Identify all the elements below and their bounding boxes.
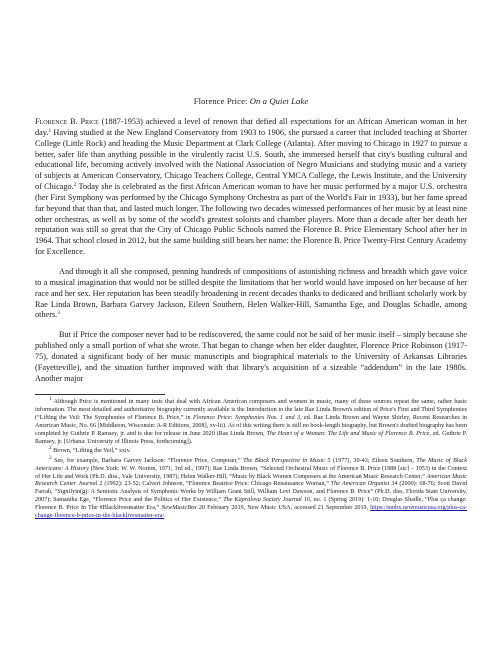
footnote-1-title-b: The Heart of a Woman: The Life and Music of Florence B. Price	[266, 431, 430, 438]
footnote-3-text-f: 16, no. 1 (Spring 2019): 1-10; Douglas Shadle, “Plus ça change: Florence B. Price In The #Blacklivesmatter Era,”	[35, 497, 467, 512]
footnote-3-text-b: 5 (1977), 30-43; Eileen Southern,	[324, 457, 417, 464]
paragraph-1	[35, 117, 467, 258]
footnote-1-text-c: , ed. Guthrie P. Ramsey, jr. [Urbana: University of Illinois Press, forthcoming]).	[35, 431, 468, 445]
footnote-3-title-a: The Black Perspective in Music	[243, 457, 325, 464]
footnote-ref-3[interactable]: 3	[57, 310, 60, 317]
paragraph-3	[35, 330, 467, 384]
footnote-3-url-link[interactable]: https://nmbx.newmusicusa.org/plus-ca-change-florence-b-price-in-the-blacklivesmatter-era/	[35, 505, 467, 520]
footnote-1-title-a: Florence Price: Symphonies Nos. 1 and 3	[192, 415, 301, 422]
page-title	[35, 96, 467, 107]
title-composer: Florence Price:	[193, 96, 248, 106]
footnote-ref-2[interactable]: 2	[73, 182, 77, 189]
footnote-3-text-e: 34 (2000): 68-76; Scott David Farrah, “Signifyin(g): A Semiotic Analysis of Symphonic Works by William Grant Still, William Levi Dawson, and Florence B. Price” (Ph.D. diss, Florida State University, 2007); Samantha Ege, “Florence Price and the Politics of Her Existence,”	[35, 481, 467, 504]
footnote-3-text: See, for example, Barbara Garvey Jackson: “Florence Price, Composer,”	[51, 457, 244, 464]
footnote-1-text-b: , ed. Rae Linda Brown and Wayne Shirley, Recent Researches in American Music, No. 66 [Middleton, Wisconsin: A-R Editions, 2008], xv-lii). As of this writing there is still no book-length biography, but Brown's drafted biography has been completed by Guthrie P. Ramsey, jr. and is due for release in June 2020 (Rae Linda Brown,	[35, 415, 467, 438]
paragraph-2	[35, 267, 467, 321]
footnote-2-mark: 2	[49, 445, 52, 452]
footnote-2	[35, 445, 467, 456]
footnote-1	[35, 396, 468, 446]
footnote-3-text-g: 20 February 2019, New Music USA, accessed 21 September 2019,	[196, 505, 371, 512]
footnote-1-text: Although Price is mentioned in many tests that deal with African American composers and women in music, many of these sources repeat the same, rather basic information. The most detailed and authoritative biography currently available is the Introduction to the late Rae Linda Brown's edition of Price's First and Third Symphonies (“Lifting the Veil: The Symphonies of Florence B. Price,” in	[35, 399, 467, 422]
footnote-3-title-c: American Music Research Center Journal	[35, 473, 467, 488]
footnote-3-title-e: The Kapralova Society Journal	[223, 497, 302, 504]
paragraph-1-text-a: (1887-1953) achieved a level of renown that defied all expectations for an African American woman in her day.	[35, 117, 468, 137]
paragraph-1-text-b: Having studied at the New England Conservatory from 1903 to 1906, she pursued a career that included teaching at Shorter College (Little Rock) and heading the Music Department at Clark College (Atlanta). After moving to Chicago in 1927 to pursue a better, safer life than anything possible in the virulently racist U.S. South, she immersed herself that city's bustling cultural and educational life, becoming actively involved with the National Association of Negro Musicians and studying music and a variety of subjects at American Conservatory, Chicago Teachers College, Central YMCA College, the Lewis Institute, and the University of Chicago.	[35, 127, 467, 192]
lead-name: Florence B. Price	[35, 117, 99, 126]
paragraph-2-text: And through it all she composed, penning hundreds of compositions of astonishing richness and breadth which gave voice to a musical imagination that would not be stilled despite the limitations that her world would have imposed on her because of her race and her sex. Her reputation has been steadily broadening in recent decades thanks to dedicated and brilliant scholarly work by Rae Linda Brown, Barbara Garvey Jackson, Eileen Southern, Helen Walker-Hill, Samantha Ege, and Douglas Schadle, among others.	[35, 266, 467, 320]
document-page	[35, 96, 467, 523]
footnote-ref-1[interactable]: 1	[48, 127, 52, 134]
footnote-3	[35, 454, 467, 521]
paragraph-3-text: But if Price the composer never had to be rediscovered, the same could not be said of her music itself – simply because she published only a small portion of what she wrote. That began to change when her elder daughter, Florence Price Robinson (1917-75), donated a significant body of her music manuscripts and biographical materials to the University of Arkansas Libraries (Fayetteville), and the situation further improved with that library's acquisition of a sizeable “addendum” in the late 1980s. Another major	[35, 330, 467, 383]
footnote-2-text: Brown, “Lifting the Veil,” xxiv.	[51, 448, 131, 455]
title-work: On a Quiet Lake	[249, 96, 309, 106]
footnote-divider	[35, 394, 165, 395]
footnote-3-text-d: 2 (1992): 23-52; Calvert Johnson, “Florence Beatrice Price: Chicago Renaissance Woman,”	[97, 481, 331, 488]
footnote-3-title-b: The Music of Black Americans: A History	[35, 457, 467, 472]
footnote-3-title-f: NewMusicBox	[161, 505, 197, 512]
footnote-3-text-h: .	[164, 513, 166, 520]
paragraph-1-text-c: Today she is celebrated as the first African American woman to have her music performed by a major U.S. orchestra (her First Symphony was performed by the Chicago Symphony Orchestra as part of the World's Fair in 1933), but her fame spread far beyond that than that, and lasted much longer. The following two decades witnessed performances of her music by at least nine other orchestras, as well as by some of the world's greatest soloists and chamber players. More than a decade after her death her reputation was still so great that the City of Chicago Public Schools named the Florence B. Price Elementary School after her in 1964. That school closed in 2012, but the same building still bears her name: the Florence B. Price Twenty-First Century Academy for Excellence.	[35, 182, 467, 257]
footnote-3-text-c: (New York: W. W. Norton, 1971; 3rd ed., 1997); Rae Linda Brown, “Selected Orchestral Music of Florence B. Price (1888 [sic] – 1953) in the Context of Her Life and Work (Ph.D. diss., Yale University, 1987); Helen Walker-Hill, “Music by Black Women Composers at the American Music Research Center,”	[35, 465, 467, 480]
footnote-1-mark: 1	[49, 396, 52, 403]
footnote-3-title-d: The American Organist	[330, 481, 390, 488]
footnote-3-mark: 3	[49, 454, 52, 461]
